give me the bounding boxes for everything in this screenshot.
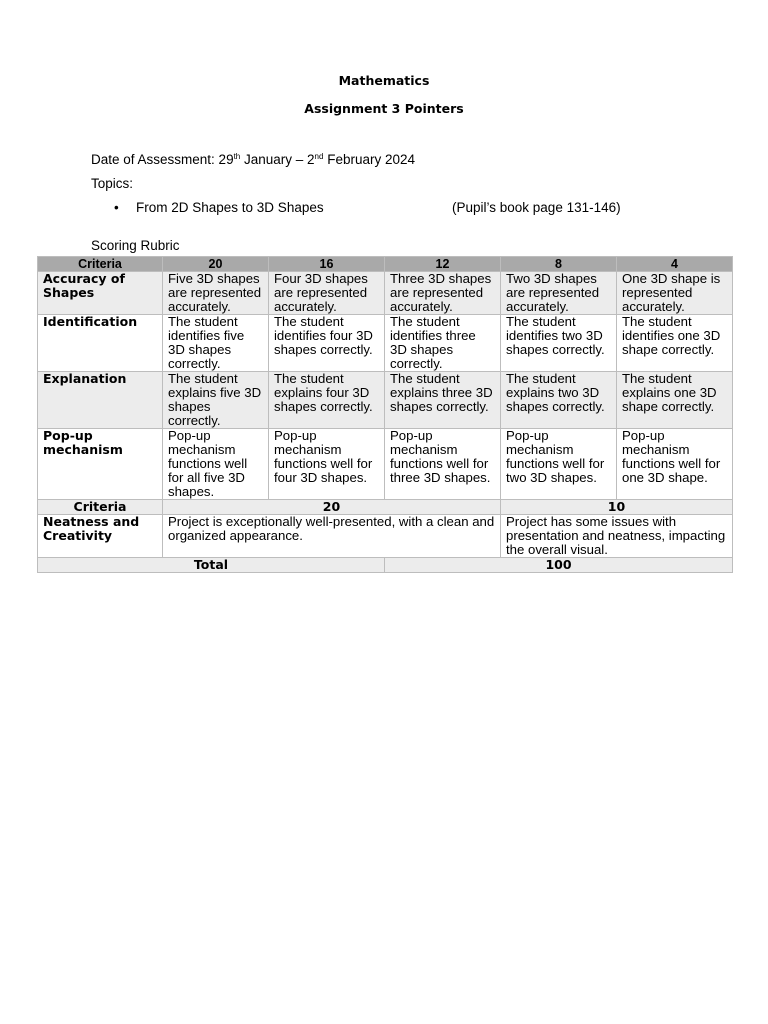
header-score-12: 12 [385, 257, 501, 272]
rubric-cell: Pop-up mechanism functions well for three 3D shapes. [385, 429, 501, 500]
criteria-explanation: Explanation [38, 372, 163, 429]
rubric-cell: The student explains three 3D shapes correctly. [385, 372, 501, 429]
rubric-cell: Three 3D shapes are represented accurately. [385, 272, 501, 315]
header-score-16: 16 [269, 257, 385, 272]
rubric-cell: Project is exceptionally well-presented, with a clean and organized appearance. [163, 515, 501, 558]
date-prefix: Date of Assessment: 29 [91, 152, 234, 167]
rubric-cell: The student identifies four 3D shapes correctly. [269, 315, 385, 372]
header-criteria: Criteria [38, 257, 163, 272]
date-middle: January – 2 [240, 152, 315, 167]
table-row [38, 272, 733, 315]
topics-label: Topics: [91, 176, 134, 191]
rubric-cell: The student explains one 3D shape correctly. [617, 372, 733, 429]
criteria-neatness: Neatness and Creativity [38, 515, 163, 558]
subheader-score-20: 20 [163, 500, 501, 515]
rubric-cell: The student explains five 3D shapes correctly. [163, 372, 269, 429]
bullet-icon: • [114, 200, 119, 215]
rubric-cell: The student identifies one 3D shape correctly. [617, 315, 733, 372]
rubric-cell: The student identifies three 3D shapes correctly. [385, 315, 501, 372]
rubric-cell: Pop-up mechanism functions well for four 3D shapes. [269, 429, 385, 500]
rubric-cell: Pop-up mechanism functions well for two 3D shapes. [501, 429, 617, 500]
rubric-cell: Pop-up mechanism functions well for one 3D shape. [617, 429, 733, 500]
scoring-rubric-table [37, 256, 733, 573]
table-row [38, 515, 733, 558]
total-value: 100 [385, 558, 733, 573]
second-header-row [38, 500, 733, 515]
assessment-date [91, 152, 415, 167]
total-label: Total [38, 558, 385, 573]
rubric-cell: The student explains four 3D shapes correctly. [269, 372, 385, 429]
topic-reference: (Pupil’s book page 131-146) [452, 200, 621, 215]
rubric-cell: The student identifies five 3D shapes correctly. [163, 315, 269, 372]
rubric-cell: One 3D shape is represented accurately. [617, 272, 733, 315]
rubric-cell: Project has some issues with presentation and neatness, impacting the overall visual. [501, 515, 733, 558]
table-row [38, 372, 733, 429]
rubric-label: Scoring Rubric [91, 238, 180, 253]
date-superscript-1: th [233, 152, 241, 161]
subheader-criteria: Criteria [38, 500, 163, 515]
table-row [38, 315, 733, 372]
date-superscript-2: nd [314, 152, 324, 161]
rubric-cell: Four 3D shapes are represented accurately. [269, 272, 385, 315]
subheader-score-10: 10 [501, 500, 733, 515]
header-score-4: 4 [617, 257, 733, 272]
header-score-20: 20 [163, 257, 269, 272]
subject-title: Mathematics [338, 73, 430, 88]
criteria-identification: Identification [38, 315, 163, 372]
rubric-header-row [38, 257, 733, 272]
rubric-cell: Two 3D shapes are represented accurately. [501, 272, 617, 315]
criteria-popup-mechanism: Pop-up mechanism [38, 429, 163, 500]
assignment-title: Assignment 3 Pointers [304, 101, 464, 116]
rubric-cell: Pop-up mechanism functions well for all five 3D shapes. [163, 429, 269, 500]
rubric-cell: Five 3D shapes are represented accurately. [163, 272, 269, 315]
header-score-8: 8 [501, 257, 617, 272]
rubric-cell: The student identifies two 3D shapes correctly. [501, 315, 617, 372]
table-row [38, 429, 733, 500]
total-row [38, 558, 733, 573]
topic-item: From 2D Shapes to 3D Shapes [136, 200, 324, 215]
date-suffix: February 2024 [323, 152, 416, 167]
rubric-cell: The student explains two 3D shapes correctly. [501, 372, 617, 429]
criteria-accuracy: Accuracy of Shapes [38, 272, 163, 315]
